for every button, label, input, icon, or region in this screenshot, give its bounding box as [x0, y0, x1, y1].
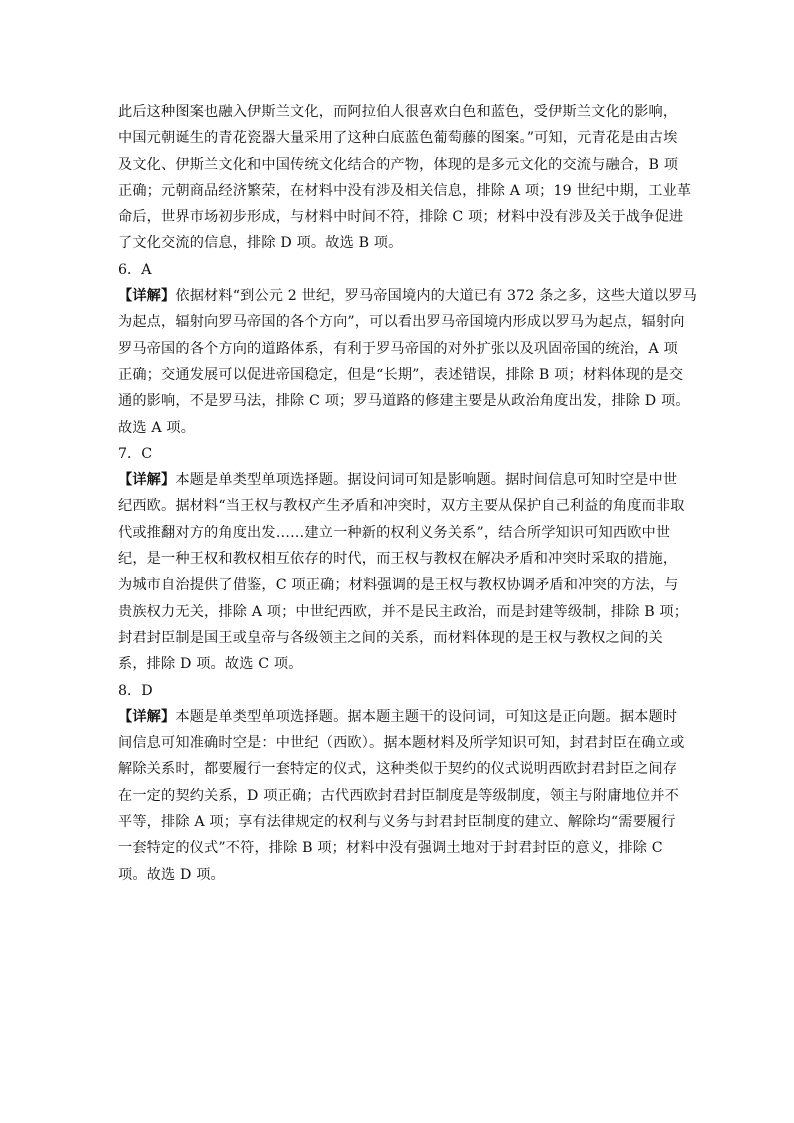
text-span: 本题是单类型单项选择题。据本题主题干的设问词，可知这是正向题。据本题时: [175, 708, 678, 725]
text-line: 项。故选 D 项。: [118, 866, 225, 883]
text-line: 纪西欧。据材料“当王权与教权产生矛盾和冲突时，双方主要从保护自己利益的角度而非取: [118, 498, 685, 515]
text-line: [118, 283, 697, 309]
text-line: 故选 A 项。: [118, 419, 196, 436]
detail-tag: 【详解】: [118, 288, 176, 305]
text-line: 正确；元朝商品经济繁荣，在材料中没有涉及相关信息，排除 A 项；19 世纪中期，工业革: [118, 182, 692, 199]
text-span: 本题是单类型单项选择题。据设问词可知是影响题。据时间信息可知时空是中世: [175, 472, 678, 489]
text-line: 为起点，辐射向罗马帝国的各个方向”，可以看出罗马帝国境内形成以罗马为起点，辐射向: [118, 314, 685, 331]
text-line: 命后，世界市场初步形成，与材料中时间不符，排除 C 项；材料中没有涉及关于战争促进: [118, 209, 684, 226]
text-line: 代或推翻对方的角度出发……建立一种新的权利义务关系”，结合所学知识可知西欧中世: [118, 524, 671, 541]
text-line: 贵族权力无关，排除 A 项；中世纪西欧，并不是民主政治，而是封建等级制，排除 B 项；: [118, 603, 689, 620]
text-line: 解除关系时，都要履行一套特定的仪式，这种类似于契约的仪式说明西欧封君封臣之间存: [118, 761, 678, 778]
text-line: 正确；交通发展可以促进帝国稳定，但是“长期”，表述错误，排除 B 项；材料体现的是交: [118, 366, 684, 383]
q8-answer-number: 8．D: [118, 682, 153, 699]
q6-answer-number: 6．A: [118, 261, 152, 278]
detail-tag: 【详解】: [118, 472, 176, 489]
text-line: 封君封臣制是国王或皇帝与各级领主之间的关系，而材料体现的是王权与教权之间的关: [118, 629, 663, 646]
text-line: 一套特定的仪式”不符，排除 B 项；材料中没有强调土地对于封君封臣的意义，排除 C: [118, 840, 663, 857]
text-line: 在一定的契约关系，D 项正确；古代西欧封君封臣制度是等级制度，领主与附庸地位并不: [118, 787, 680, 804]
q5-continuation: [118, 99, 692, 257]
text-line: 罗马帝国的各个方向的道路体系，有利于罗马帝国的对外扩张以及巩固帝国的统治，A 项: [118, 340, 678, 357]
text-line: 平等，排除 A 项；享有法律规定的权利与义务与封君封臣制度的建立、解除均“需要履行: [118, 814, 676, 831]
text-line: 间信息可知准确时空是：中世纪（西欧）。据本题材料及所学知识可知，封君封臣在确立或: [118, 735, 685, 752]
text-line: 系，排除 D 项。故选 C 项。: [118, 656, 303, 673]
text-line: 了文化交流的信息，排除 D 项。故选 B 项。: [118, 235, 403, 252]
text-line: 及文化、伊斯兰文化和中国传统文化结合的产物，体现的是多元文化的交流与融合，B 项: [118, 156, 679, 173]
q7-block: [118, 441, 689, 678]
text-span: 依据材料“到公元 2 世纪，罗马帝国境内的大道已有 372 条之多，这些大道以罗马: [175, 288, 697, 305]
answer-explanations: [118, 99, 697, 888]
text-line: [118, 704, 678, 730]
detail-tag: 【详解】: [118, 708, 176, 725]
text-line: 纪，是一种王权和教权相互依存的时代，而王权与教权在解决矛盾和冲突时采取的措施，: [118, 551, 678, 568]
q7-answer-number: 7．C: [118, 445, 153, 462]
q8-block: [118, 678, 685, 888]
text-line: 中国元朝诞生的青花瓷器大量采用了这种白底蓝色葡萄藤的图案。”可知，元青花是由古埃: [118, 130, 678, 147]
text-line: 通的影响，不是罗马法，排除 C 项；罗马道路的修建主要是从政治角度出发，排除 D 项。: [118, 393, 690, 410]
text-line: 为城市自治提供了借鉴，C 项正确；材料强调的是王权与教权协调矛盾和冲突的方法，与: [118, 577, 679, 594]
q6-block: [118, 257, 697, 441]
text-line: [118, 467, 678, 493]
text-line: 此后这种图案也融入伊斯兰文化，而阿拉伯人很喜欢白色和蓝色，受伊斯兰文化的影响，: [118, 104, 678, 120]
